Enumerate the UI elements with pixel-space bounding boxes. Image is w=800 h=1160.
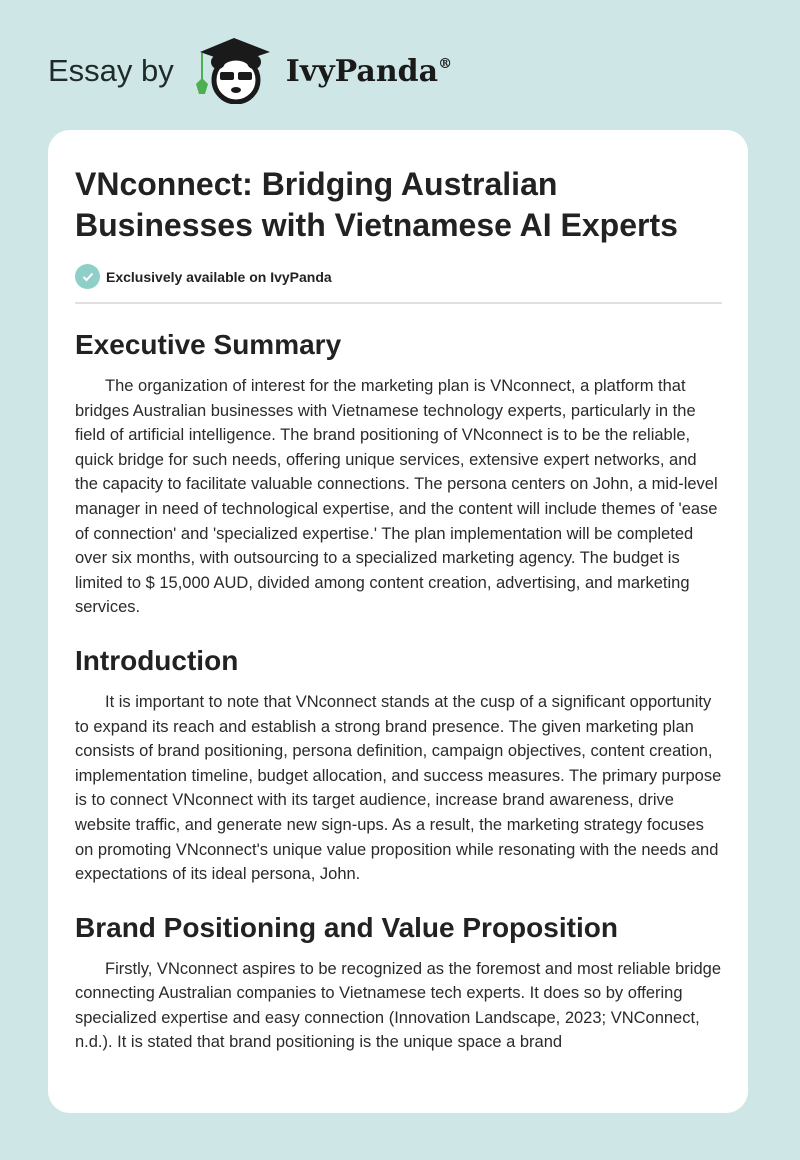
logo-name: IvyPanda (285, 53, 439, 89)
section-heading: Brand Positioning and Value Proposition (75, 911, 618, 943)
registered-mark: ® (438, 55, 453, 72)
section-paragraph: The organization of interest for the marketing plan is VNconnect, a platform that bridges Australian businesses with Vietnamese technology experts, particularly in the field of artificial intelligence. The brand positioning of VNconnect is to be the reliable, quick bridge for such needs, offering unique services, extensive expert networks, and the capacity to facilitate valuable connections. The persona centers on John, a mid-level manager in need of technological expertise, and the content will include themes of 'ease of connection' and 'specialized expertise.' The plan implementation will be completed over six months, with outsourcing to a specialized marketing agency. The budget is limited to $ 15,000 AUD, divided among content creation, advertising, and marketing services. (75, 377, 718, 617)
essay-title: VNconnect: Bridging Australian Businesses with Vietnamese AI Experts (75, 166, 678, 243)
section-heading: Executive Summary (75, 329, 342, 360)
section-paragraph: It is important to note that VNconnect stands at the cusp of a significant opportunity to expand its reach and establish a strong brand presence. The given marketing plan consists of brand positioning, persona definition, campaign objectives, content creation, implementation timeline, budget allocation, and success measures. The primary purpose is to connect VNconnect with its target audience, increase brand awareness, drive website traffic, and generate new sign-ups. As a result, the marketing strategy focuses on promoting VNconnect's unique value proposition while resonating with the needs and expectations of its ideal persona, John. (75, 692, 722, 884)
essay-by-label: Essay by (48, 53, 174, 88)
badge-label: Exclusively available on IvyPanda (106, 268, 332, 285)
divider (75, 302, 722, 304)
site-header (48, 36, 452, 106)
essay-card (48, 130, 748, 1113)
exclusive-badge (75, 264, 722, 289)
section-paragraph: Firstly, VNconnect aspires to be recognized as the foremost and most reliable bridge connecting Australian companies to Vietnamese tech experts. It does so by offering specialized expertise and easy connection (Innovation Landscape, 2023; VNConnect, n.d.). It is stated that brand positioning is the unique space a brand (75, 959, 721, 1052)
ivypanda-logo-text[interactable] (286, 54, 452, 89)
check-icon (75, 264, 100, 289)
section-heading: Introduction (75, 644, 239, 676)
panda-logo-icon[interactable] (192, 34, 276, 109)
